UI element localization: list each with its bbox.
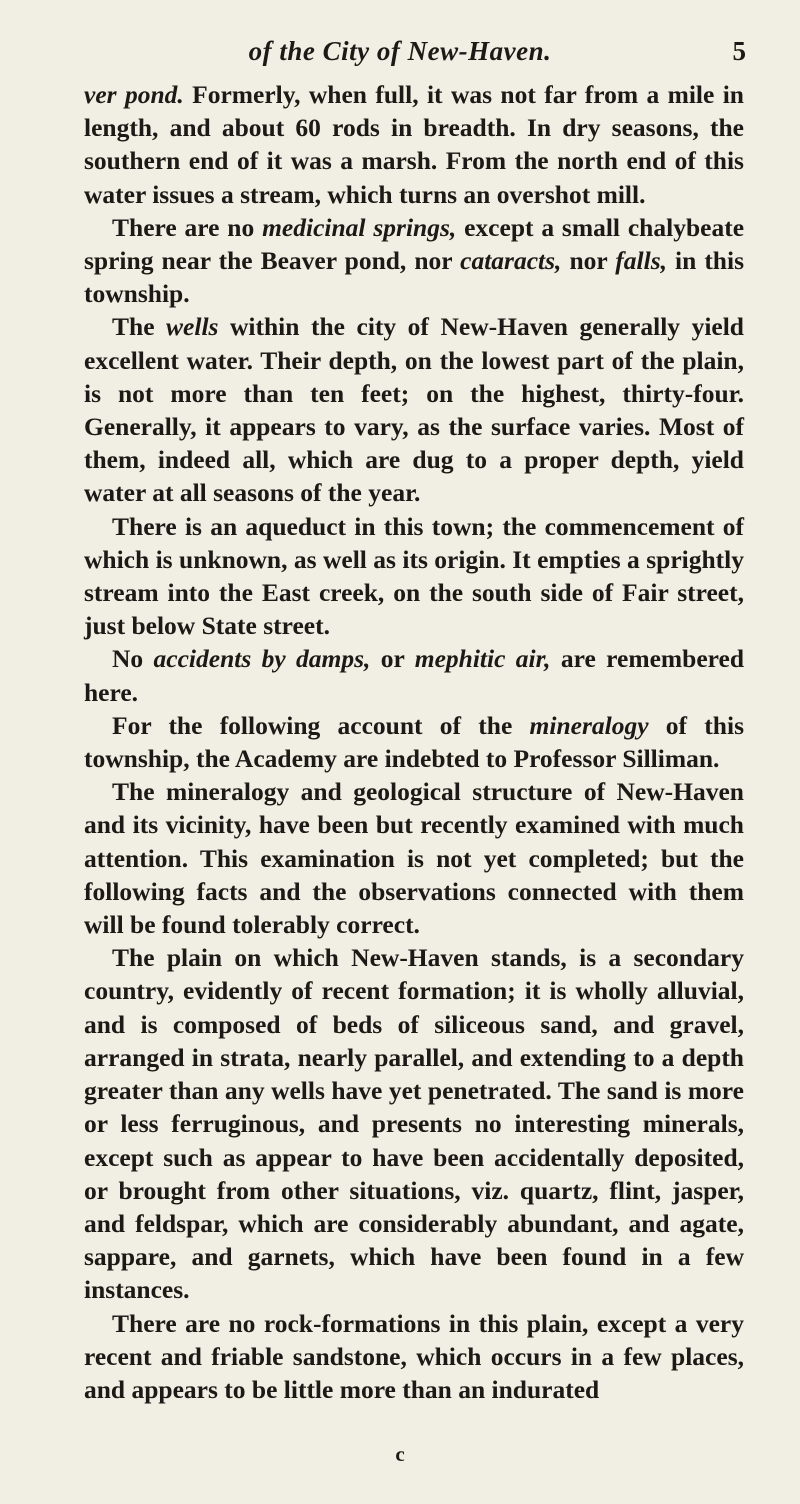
text-run: Formerly, when full, it was not far from a mile in length, and about 60 rods in breadth. In dry seasons, the southern end of it was a marsh. From the north end of this water issues a stream, which turns an overshot mill. bbox=[84, 80, 744, 209]
text-run: There are no rock-formations in this plain, except a very recent and friable sandstone, which occurs in a few places, and appears to be little more than an indurated bbox=[84, 1308, 744, 1404]
paragraph bbox=[84, 941, 744, 1306]
italic-phrase: wells bbox=[166, 312, 219, 342]
paragraph bbox=[84, 775, 744, 941]
paragraph bbox=[84, 1307, 744, 1407]
page-header bbox=[0, 36, 800, 76]
body-text bbox=[84, 78, 744, 1406]
text-run: in this township. bbox=[84, 246, 744, 309]
text-run: The plain on which New-Haven stands, is a secondary country, evidently of recent formation; it is wholly alluvial, and is composed of beds of siliceous sand, and gravel, arranged in strata, nearly parallel, and extending to a depth greater than any wells have yet penetrated. The sand is more or less ferruginous, and presents no interesting minerals, except such as appear to have been accidentally deposited, or brought from other situations, viz. quartz, flint, jasper, and feldspar, which are considerably abundant, and agate, sappare, and garnets, which have been found in a few instances. bbox=[84, 943, 744, 1305]
text-run: There are no bbox=[112, 212, 263, 242]
paragraph bbox=[84, 78, 744, 211]
running-title: of the City of New-Haven. bbox=[248, 36, 552, 66]
text-run: There is an aqueduct in this town; the commencement of which is unknown, as well as its origin. It empties a sprightly stream into the East creek, on the south side of Fair street, just below State street. bbox=[84, 511, 744, 641]
paragraph bbox=[84, 642, 744, 708]
text-run: or bbox=[370, 644, 415, 674]
italic-phrase: falls, bbox=[615, 246, 667, 276]
paragraph bbox=[84, 709, 744, 775]
italic-phrase: mephitic air, bbox=[414, 644, 551, 674]
page-number: 5 bbox=[732, 36, 746, 66]
signature-mark: c bbox=[395, 1442, 405, 1466]
text-run: within the city of New-Haven generally yield excellent water. Their depth, on the lowest part of the plain, is not more than ten feet; on the highest, thirty-four. Generally, it appears to vary, as the surface varies. Most of them, indeed all, which are dug to a proper depth, yield water at all seasons of the year. bbox=[84, 312, 744, 508]
text-run: No bbox=[112, 644, 154, 674]
paragraph bbox=[84, 510, 744, 643]
paragraph bbox=[84, 310, 744, 509]
text-run: are remembered here. bbox=[84, 644, 744, 707]
text-run: The mineralogy and geological structure of New-Haven and its vicinity, have been but recently examined with much attention. This examination is not yet completed; but the following facts and the observations connected with them will be found tolerably correct. bbox=[84, 777, 744, 940]
text-run: The bbox=[112, 312, 167, 342]
italic-phrase: medicinal springs, bbox=[262, 212, 457, 242]
text-run: of this township, the Academy are indebted to Professor Silliman. bbox=[84, 710, 744, 774]
italic-phrase: mineralogy bbox=[529, 710, 649, 740]
italic-phrase: ver pond. bbox=[84, 80, 184, 109]
italic-phrase: accidents by damps, bbox=[153, 644, 371, 674]
italic-phrase: cataracts, bbox=[460, 246, 562, 276]
paragraph bbox=[84, 211, 744, 311]
text-run: except a small chalybeate spring near the Beaver pond, nor bbox=[84, 212, 745, 276]
text-run: nor bbox=[561, 246, 616, 276]
text-run: For the following account of the bbox=[112, 710, 530, 740]
